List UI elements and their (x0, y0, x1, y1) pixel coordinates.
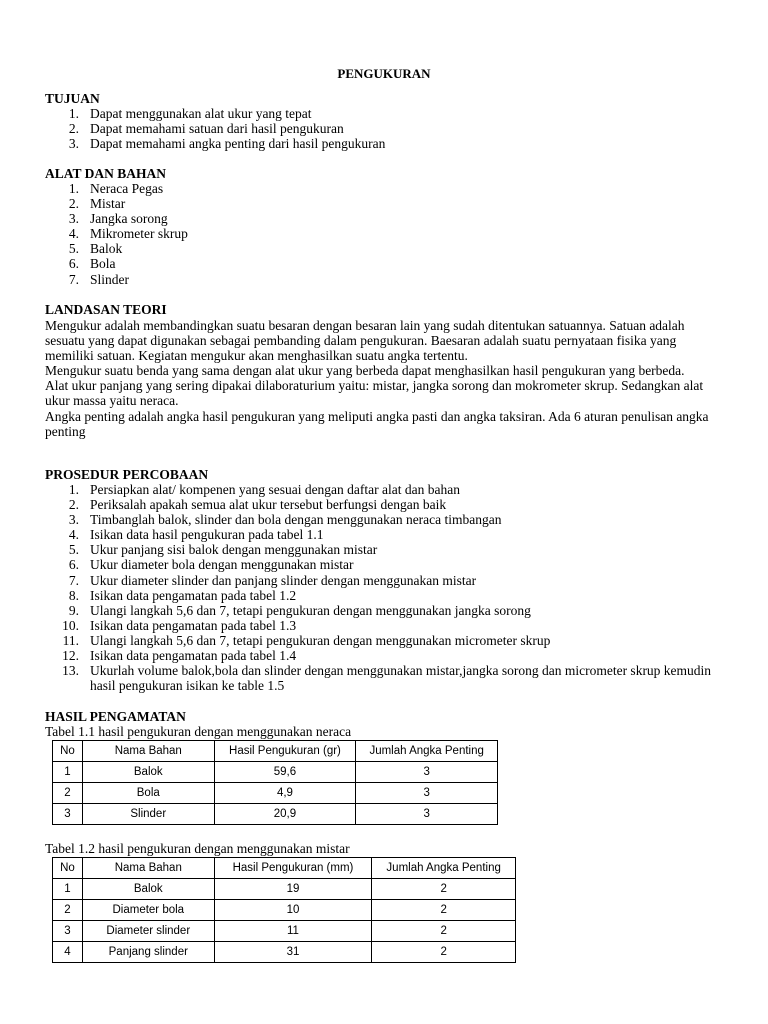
table-cell: 1 (53, 879, 83, 900)
table-cell: 2 (53, 900, 83, 921)
heading-landasan-teori: LANDASAN TEORI (45, 302, 167, 317)
table-header-row (53, 741, 498, 762)
list-item: 6. Bola (68, 256, 116, 272)
table-cell: 3 (356, 762, 498, 783)
table-row (53, 942, 516, 963)
list-item: 10. Isikan data pengamatan pada tabel 1.3 (62, 617, 297, 633)
table-cell: 10 (214, 900, 372, 921)
table-cell: 1 (53, 762, 83, 783)
table-cell: 19 (214, 879, 372, 900)
table-cell: Balok (82, 762, 214, 783)
landasan-text (45, 318, 725, 439)
list-item: 1. Persiapkan alat/ kompenen yang sesuai dengan daftar alat dan bahan (68, 482, 460, 497)
list-item: 3. Timbanglah balok, slinder dan bola dengan menggunakan neraca timbangan (68, 512, 502, 528)
alat-list (45, 181, 188, 287)
heading-prosedur-percobaan: PROSEDUR PERCOBAAN (45, 467, 209, 482)
header-cell: Nama Bahan (82, 858, 214, 879)
table-header-row (53, 858, 516, 879)
header-cell: No (53, 741, 83, 762)
list-item: 1. Neraca Pegas (68, 181, 164, 196)
table-cell: 11 (214, 921, 372, 942)
table-2-caption: Tabel 1.2 hasil pengukuran dengan menggunakan mistar (45, 841, 350, 856)
list-item: 3. Dapat memahami angka penting dari hasil pengukuran (68, 136, 386, 152)
table-cell: 3 (53, 804, 83, 825)
table-cell: Bola (82, 783, 214, 804)
table-row (53, 879, 516, 900)
list-item: 8. Isikan data pengamatan pada tabel 1.2 (68, 587, 297, 603)
list-item: 11. Ulangi langkah 5,6 dan 7, tetapi pengukuran dengan menggunakan micrometer skrup (62, 632, 551, 648)
paragraph: Alat ukur panjang yang sering dipakai dilaboraturium yaitu: mistar, jangka sorong dan mokrometer skrup. Sedangkan alat ukur massa yaitu neraca. (45, 378, 704, 409)
heading-hasil-pengamatan: HASIL PENGAMATAN (45, 709, 186, 724)
table-cell: 3 (356, 804, 498, 825)
table-cell: 4,9 (214, 783, 356, 804)
list-item: 2. Mistar (68, 196, 126, 212)
paragraph: Mengukur adalah membandingkan suatu besaran dengan besaran lain yang sudah ditentukan satuannya. Satuan adalah sesuatu yang dapat digunakan sebagai pembanding dalam pengukuran. Baesaran adalah suatu pernyataan fisika yang memiliki satuan. Kegiatan mengukur akan menghasilkan suatu angka tertentu. (45, 318, 685, 364)
list-item: 2. Periksalah apakah semua alat ukur tersebut berfungsi dengan baik (68, 497, 447, 513)
table-cell: 4 (53, 942, 83, 963)
list-item: 3. Jangka sorong (68, 211, 168, 227)
list-item: 9. Ulangi langkah 5,6 dan 7, tetapi pengukuran dengan menggunakan jangka sorong (68, 602, 531, 618)
table-cell: 2 (372, 942, 516, 963)
table-cell: Slinder (82, 804, 214, 825)
paragraph: Mengukur suatu benda yang sama dengan alat ukur yang berbeda dapat menghasilkan hasil pengukuran yang berbeda. (45, 363, 685, 379)
table-cell: 2 (372, 900, 516, 921)
prosedur-list (45, 482, 735, 693)
table-row (53, 900, 516, 921)
table-1-caption: Tabel 1.1 hasil pengukuran dengan menggunakan neraca (45, 724, 352, 739)
tujuan-list (45, 106, 385, 151)
table-cell: Diameter bola (82, 900, 214, 921)
list-item: 13. Ukurlah volume balok,bola dan slinder dengan menggunakan mistar,jangka sorong dan micrometer skrup kemudin hasil pengukuran isikan ke table 1.5 (62, 663, 712, 694)
header-cell: Jumlah Angka Penting (372, 858, 516, 879)
list-item: 2. Dapat memahami satuan dari hasil pengukuran (68, 121, 344, 137)
table-cell: 3 (53, 921, 83, 942)
list-item: 1. Dapat menggunakan alat ukur yang tepat (68, 106, 312, 121)
header-cell: No (53, 858, 83, 879)
table-row (53, 762, 498, 783)
table-cell: 59,6 (214, 762, 356, 783)
header-cell: Hasil Pengukuran (gr) (214, 741, 356, 762)
list-item: 4. Isikan data hasil pengukuran pada tabel 1.1 (68, 527, 324, 543)
list-item: 12. Isikan data pengamatan pada tabel 1.4 (62, 648, 297, 664)
list-item: 7. Ukur diameter slinder dan panjang slinder dengan menggunakan mistar (68, 572, 477, 588)
table-1-2 (52, 857, 516, 963)
list-item: 4. Mikrometer skrup (68, 226, 188, 242)
list-item: 7. Slinder (68, 271, 129, 287)
list-item: 6. Ukur diameter bola dengan menggunakan mistar (68, 557, 354, 573)
table-cell: 2 (372, 921, 516, 942)
table-row (53, 783, 498, 804)
table-cell: Panjang slinder (82, 942, 214, 963)
table-cell: Balok (82, 879, 214, 900)
table-cell: Diameter slinder (82, 921, 214, 942)
header-cell: Nama Bahan (82, 741, 214, 762)
table-cell: 3 (356, 783, 498, 804)
list-item: 5. Balok (68, 241, 123, 257)
heading-alat-dan-bahan: ALAT DAN BAHAN (45, 166, 167, 181)
table-row (53, 921, 516, 942)
table-cell: 2 (372, 879, 516, 900)
table-1-1 (52, 740, 498, 825)
paragraph: Angka penting adalah angka hasil pengukuran yang meliputi angka pasti dan angka taksiran. Ada 6 aturan penulisan angka penting (45, 408, 709, 439)
page-title: PENGUKURAN (337, 66, 431, 81)
header-cell: Hasil Pengukuran (mm) (214, 858, 372, 879)
header-cell: Jumlah Angka Penting (356, 741, 498, 762)
heading-tujuan: TUJUAN (45, 91, 100, 106)
list-item: 5. Ukur panjang sisi balok dengan menggunakan mistar (68, 542, 378, 558)
table-row (53, 804, 498, 825)
table-cell: 31 (214, 942, 372, 963)
table-cell: 20,9 (214, 804, 356, 825)
table-cell: 2 (53, 783, 83, 804)
